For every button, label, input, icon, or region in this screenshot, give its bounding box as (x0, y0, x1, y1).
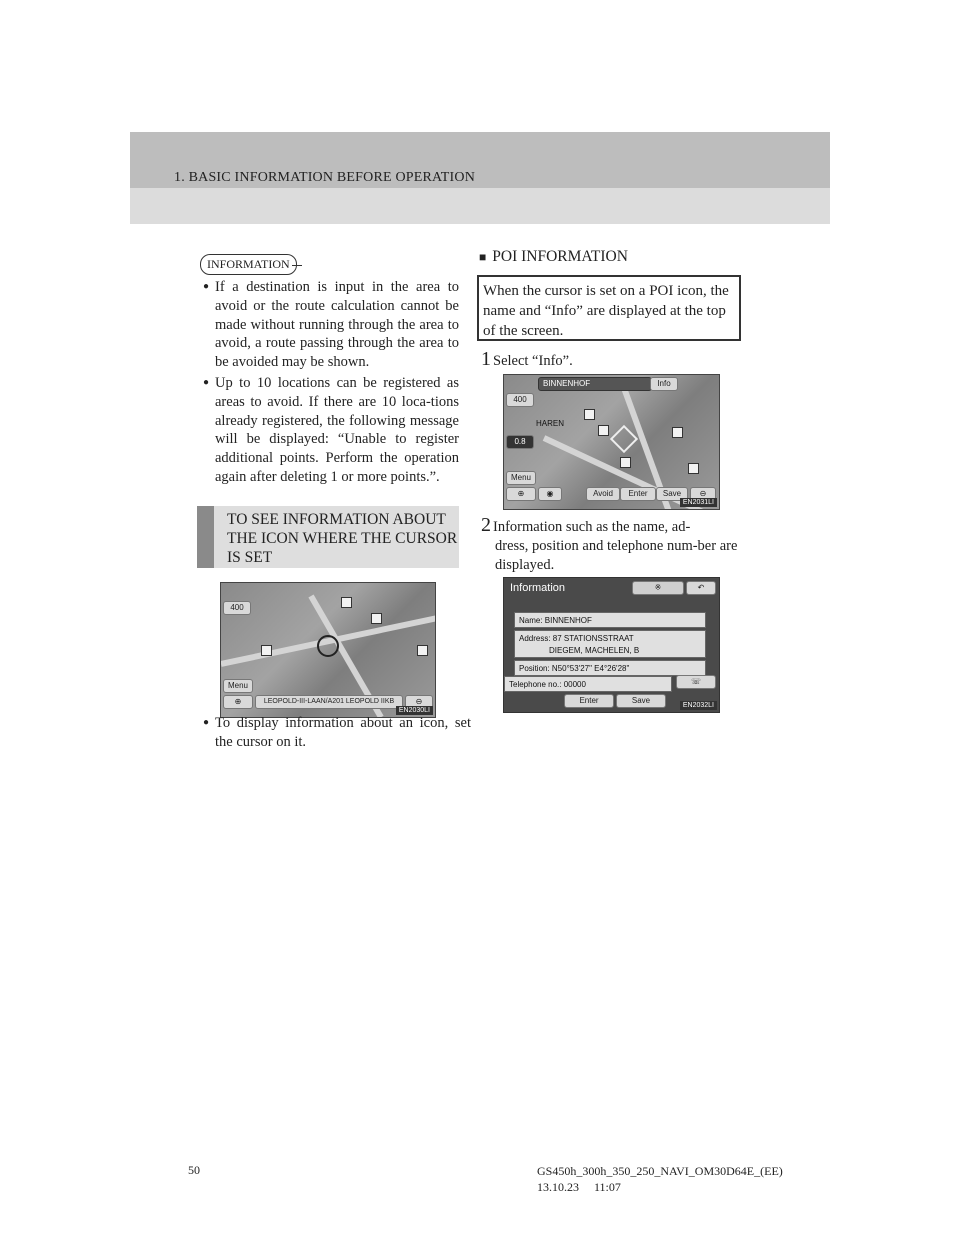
save-button[interactable]: Save (616, 694, 666, 708)
step-text: Select “Info”. (493, 353, 573, 369)
step-text-line1: Information such as the name, ad- (493, 519, 691, 535)
image-code: EN2032LI (680, 701, 717, 710)
info-name-row: Name: BINNENHOF (514, 612, 706, 628)
poi-info-box: When the cursor is set on a POI icon, the name and “Info” are displayed at the top of the screen. (477, 275, 741, 341)
info-position-row: Position: N50°53'27" E4°26'28" (514, 660, 706, 676)
bullet-item: ● If a destination is input in the area to avoid or the route calculation cannot be made without running through the area to avoid, a route passing through the area to be avoided may be shown. (203, 278, 459, 372)
area-label: HAREN (536, 419, 565, 428)
menu-button[interactable]: Menu (223, 679, 253, 693)
address-line-2: DIEGEM, MACHELEN, B (549, 646, 640, 655)
call-button[interactable]: ☏ (676, 675, 716, 689)
section-title: TO SEE INFORMATION ABOUT THE ICON WHERE THE CURSOR IS SET (227, 511, 458, 566)
info-screen-title: Information (510, 582, 566, 594)
print-date: 13.10.23 11:07 (537, 1180, 621, 1194)
poi-icon (261, 645, 272, 656)
poi-icon (620, 457, 631, 468)
step-number: 1 (481, 348, 491, 370)
step-text-rest: dress, position and telephone num-ber are displayed. (495, 537, 738, 573)
section-heading-box (197, 506, 459, 568)
enter-button[interactable]: Enter (620, 487, 656, 501)
step-1 (481, 350, 573, 371)
address-line-1: Address: 87 STATIONSSTRAAT (519, 634, 634, 643)
poi-icon (371, 613, 382, 624)
info-button[interactable]: Info (650, 377, 678, 391)
map-screenshot-cursor (220, 582, 436, 718)
poi-icon (672, 427, 683, 438)
map-screenshot-info (503, 374, 720, 510)
scale-indicator: 400 (223, 601, 251, 615)
scale-indicator: 400 (506, 393, 534, 407)
step-2 (481, 516, 745, 574)
info-address-row (514, 630, 706, 658)
poi-info-heading: ■ POI INFORMATION (479, 248, 628, 266)
menu-button[interactable]: Menu (506, 471, 536, 485)
voice-button[interactable]: ◉ (538, 487, 562, 501)
step-number: 2 (481, 514, 491, 536)
zoom-out-button[interactable]: ⊖ (690, 487, 716, 501)
header-title: 1. BASIC INFORMATION BEFORE OPERATION (174, 170, 476, 185)
zoom-out-button[interactable]: ⊖ (405, 695, 433, 709)
enter-button[interactable]: Enter (564, 694, 614, 708)
info-telephone-row: Telephone no.: 00000 (504, 676, 672, 692)
image-code: EN2031LI (680, 498, 717, 507)
no-connection-indicator: ※ (632, 581, 684, 595)
street-name-bar: LEOPOLD-III-LAAN/A201 LEOPOLD IIKB (255, 695, 403, 709)
document-id: GS450h_300h_350_250_NAVI_OM30D64E_(EE) (537, 1164, 783, 1178)
distance-indicator: 0.8 (506, 435, 534, 449)
poi-icon (584, 409, 595, 420)
avoid-button[interactable]: Avoid (586, 487, 620, 501)
information-bullets (203, 278, 459, 489)
back-button[interactable]: ↶ (686, 581, 716, 595)
poi-icon (688, 463, 699, 474)
section-bar (197, 506, 214, 568)
page-number: 50 (188, 1163, 200, 1177)
zoom-in-button[interactable]: ⊕ (506, 487, 536, 501)
information-screenshot (503, 577, 720, 713)
zoom-in-button[interactable]: ⊕ (223, 695, 253, 709)
poi-icon (341, 597, 352, 608)
poi-icon (417, 645, 428, 656)
information-label: INFORMATION (200, 254, 297, 275)
information-divider (292, 265, 302, 266)
save-button[interactable]: Save (656, 487, 688, 501)
image-code: EN2030LI (396, 706, 433, 715)
cursor-caption: ● To display information about an icon, set the cursor on it. (203, 714, 471, 752)
poi-icon (598, 425, 609, 436)
cursor-circle-icon (317, 635, 339, 657)
page-header (130, 132, 830, 224)
bullet-item: ● Up to 10 locations can be registered as areas to avoid. If there are 10 loca-tions already registered, the following message will be displayed: “Unable to register additional points. Perform the operation again after deleting 1 or more points.”. (203, 374, 459, 487)
document-footer (537, 1163, 783, 1195)
poi-name-bar: BINNENHOF (538, 377, 652, 391)
